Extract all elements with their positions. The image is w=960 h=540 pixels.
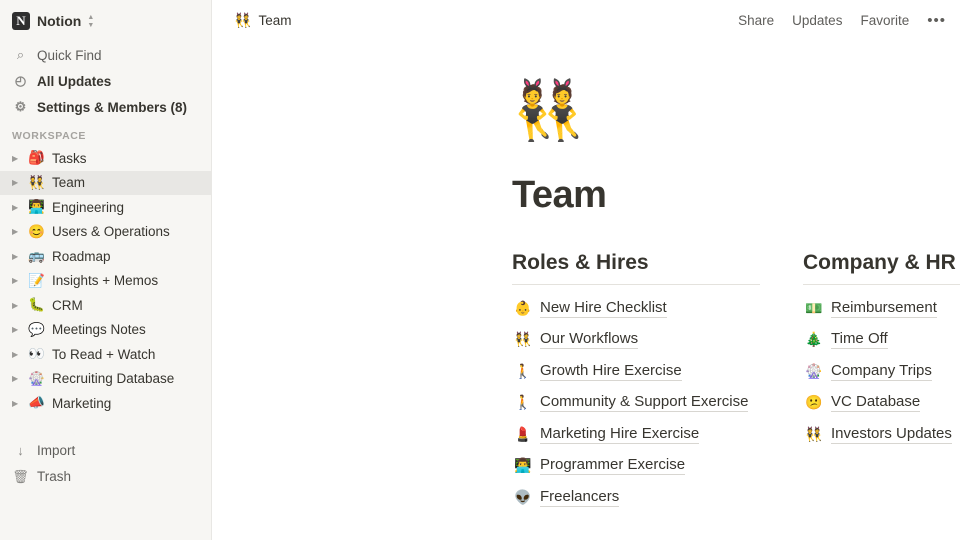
workspace-name: Notion [37, 13, 82, 29]
page-link-label: Freelancers [540, 487, 620, 505]
page-emoji-icon: 📝 [28, 272, 45, 288]
updates-button[interactable]: Updates [792, 12, 843, 28]
notion-logo-icon: N [12, 12, 30, 30]
sidebar-page-engineering[interactable] [0, 195, 211, 220]
search-icon: ⌕ [16, 47, 25, 62]
sidebar-item-settings-members[interactable] [0, 94, 211, 120]
chevron-right-icon[interactable]: ▶ [12, 153, 19, 163]
sidebar-page-label: Marketing [52, 395, 112, 411]
page-emoji-icon: 👯 [514, 331, 532, 348]
sidebar-page-label: Team [52, 175, 86, 191]
page-emoji-icon: 👯 [28, 174, 45, 190]
sidebar-page-label: To Read + Watch [52, 346, 156, 362]
sidebar-page-label: Tasks [52, 150, 87, 166]
sidebar-page-marketing[interactable] [0, 391, 211, 416]
chevron-right-icon[interactable]: ▶ [12, 300, 19, 310]
chevron-right-icon[interactable]: ▶ [12, 374, 19, 384]
sidebar-item-label: Trash [37, 469, 72, 484]
page-link-new-hire-checklist[interactable] [512, 294, 760, 323]
page-emoji-icon: 🚌 [28, 248, 45, 264]
page-emoji-icon: 👯 [234, 11, 252, 28]
page-link-label: Our Workflows [540, 330, 639, 348]
chevron-right-icon[interactable]: ▶ [12, 398, 19, 408]
sidebar-page-label: Insights + Memos [52, 273, 159, 289]
page-emoji-icon: 😊 [28, 223, 45, 239]
favorite-button[interactable]: Favorite [860, 12, 910, 28]
page-emoji-icon: 🎄 [805, 331, 823, 348]
top-bar-actions [738, 12, 946, 29]
column-company-hr [803, 251, 960, 512]
page-link-investors-updates[interactable] [803, 420, 960, 449]
page-emoji-icon: 🎡 [805, 362, 823, 379]
page-emoji-icon: 🎒 [28, 150, 45, 166]
sidebar-page-label: Roadmap [52, 248, 111, 264]
sidebar-item-all-updates[interactable] [0, 68, 211, 94]
page-emoji-icon: 👀 [28, 346, 45, 362]
top-bar [212, 0, 960, 40]
page-emoji-icon: 😕 [805, 394, 823, 411]
page-link-label: Community & Support Exercise [540, 393, 749, 411]
page-emoji-icon: 👽 [514, 488, 532, 505]
page-link-label: VC Database [831, 393, 921, 411]
page-emoji-icon: 🐛 [28, 297, 45, 313]
link-list [512, 294, 760, 512]
page-title[interactable]: Team [512, 174, 607, 216]
sidebar-page-to-read-watch[interactable] [0, 342, 211, 367]
page-link-vc-database[interactable] [803, 389, 960, 418]
sidebar-page-meetings-notes[interactable] [0, 318, 211, 343]
workspace-switcher[interactable] [0, 6, 211, 36]
page-link-label: Programmer Exercise [540, 456, 686, 474]
column-roles-hires [512, 251, 760, 512]
chevron-updown-icon: ▲ ▼ [87, 13, 95, 29]
trash-icon: 🗑 [12, 468, 29, 484]
sidebar-page-recruiting-database[interactable] [0, 367, 211, 392]
page-emoji-icon: 💵 [805, 299, 823, 316]
page-link-label: Investors Updates [831, 424, 952, 442]
sidebar-item-quick-find[interactable] [0, 42, 211, 68]
page-link-label: Growth Hire Exercise [540, 361, 682, 379]
gear-icon: ⚙ [14, 99, 27, 114]
page-link-programmer-exercise[interactable] [512, 452, 760, 481]
page-emoji-icon: 👨‍💻 [514, 457, 532, 474]
page-link-marketing-hire-exercise[interactable] [512, 420, 760, 449]
main-content [212, 0, 960, 540]
import-icon: ↓ [17, 443, 24, 458]
sidebar-page-label: Engineering [52, 199, 125, 215]
column-heading: Company & HR [803, 251, 960, 285]
page-link-our-workflows[interactable] [512, 326, 760, 355]
page-emoji-icon: 💬 [28, 321, 45, 337]
sidebar-page-label: CRM [52, 297, 83, 313]
sidebar-section-label: WORKSPACE [12, 130, 87, 142]
page-link-label: New Hire Checklist [540, 298, 667, 316]
page-emoji-icon: 📣 [28, 395, 45, 411]
page-link-reimbursement[interactable] [803, 294, 960, 323]
sidebar-page-tasks[interactable] [0, 146, 211, 171]
page-columns [512, 251, 960, 512]
page-link-label: Company Trips [831, 361, 932, 379]
sidebar [0, 0, 212, 540]
sidebar-page-label: Users & Operations [52, 224, 170, 240]
clock-icon: ◴ [14, 73, 27, 88]
page-link-growth-hire-exercise[interactable] [512, 357, 760, 386]
sidebar-item-trash[interactable] [0, 464, 211, 490]
page-link-time-off[interactable] [803, 326, 960, 355]
page-emoji-icon: 👶 [514, 299, 532, 316]
page-emoji-icon: 🎡 [28, 370, 45, 386]
page-link-label: Time Off [831, 330, 888, 348]
chevron-right-icon[interactable]: ▶ [12, 276, 19, 286]
page-emoji-icon: 👨‍💻 [28, 199, 45, 215]
sidebar-page-roadmap[interactable] [0, 244, 211, 269]
sidebar-item-label: Quick Find [37, 47, 102, 63]
page-emoji-icon: 🚶 [514, 394, 532, 411]
chevron-right-icon[interactable]: ▶ [12, 202, 19, 212]
page-link-freelancers[interactable] [512, 483, 760, 512]
sidebar-page-team[interactable] [0, 171, 211, 196]
sidebar-item-label: All Updates [37, 73, 112, 89]
page-body [212, 40, 960, 512]
sidebar-bottom-nav [0, 438, 211, 490]
breadcrumb-label: Team [258, 12, 292, 28]
chevron-right-icon[interactable]: ▶ [12, 178, 19, 188]
more-options-icon[interactable]: ••• [927, 11, 946, 29]
page-icon[interactable]: 👯 [512, 78, 585, 143]
sidebar-page-users-operations[interactable] [0, 220, 211, 245]
sidebar-item-label: Import [37, 443, 76, 458]
sidebar-page-insights-memos[interactable] [0, 269, 211, 294]
breadcrumb[interactable] [234, 12, 291, 29]
sidebar-page-label: Meetings Notes [52, 322, 146, 338]
chevron-right-icon[interactable]: ▶ [12, 349, 19, 359]
chevron-right-icon[interactable]: ▶ [12, 251, 19, 261]
sidebar-item-label: Settings & Members (8) [37, 99, 188, 115]
page-emoji-icon: 👯 [805, 425, 823, 442]
page-link-label: Marketing Hire Exercise [540, 424, 700, 442]
chevron-right-icon[interactable]: ▶ [12, 325, 19, 335]
sidebar-page-crm[interactable] [0, 293, 211, 318]
page-link-label: Reimbursement [831, 298, 937, 316]
sidebar-item-import[interactable] [0, 438, 211, 464]
page-link-community-support-exercise[interactable] [512, 389, 760, 418]
sidebar-page-label: Recruiting Database [52, 371, 175, 387]
share-button[interactable]: Share [738, 12, 775, 28]
page-emoji-icon: 🚶 [514, 362, 532, 379]
link-list [803, 294, 960, 449]
page-link-company-trips[interactable] [803, 357, 960, 386]
column-heading: Roles & Hires [512, 251, 760, 285]
chevron-right-icon[interactable]: ▶ [12, 227, 19, 237]
page-emoji-icon: 💄 [514, 425, 532, 442]
